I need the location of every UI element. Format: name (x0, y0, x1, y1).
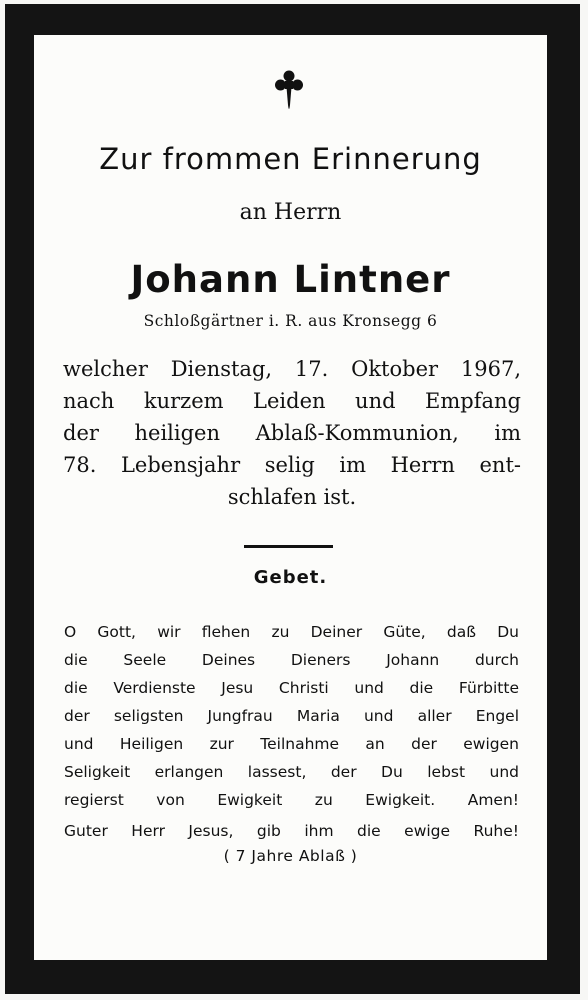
divider-rule (244, 545, 333, 548)
occupation-line: Schloßgärtner i. R. aus Kronsegg 6 (143, 312, 438, 330)
prayer-line: die Seele Deines Dieners Johann durch (64, 651, 519, 669)
announcement-line: schlafen ist. (227, 485, 357, 509)
deceased-name: Johann Lintner (130, 258, 451, 301)
announcement-line: 78. Lebensjahr selig im Herrn ent- (63, 453, 521, 477)
prayer-line: und Heiligen zur Teilnahme an der ewigen (64, 735, 519, 753)
card-title: Zur frommen Erinnerung (99, 142, 482, 176)
cross-icon (274, 69, 304, 117)
prayer-line: die Verdienste Jesu Christi und die Fürbitte (64, 679, 519, 697)
prayer-line: Seligkeit erlangen lassest, der Du lebst und (64, 763, 519, 781)
announcement-line: der heiligen Ablaß-Kommunion, im (63, 421, 521, 445)
memorial-card (34, 35, 547, 960)
indulgence-note: ( 7 Jahre Ablaß ) (223, 847, 358, 865)
prayer-line: der seligsten Jungfrau Maria und aller Engel (64, 707, 519, 725)
closing-plea: Guter Herr Jesus, gib ihm die ewige Ruhe! (64, 822, 519, 840)
death-announcement (63, 353, 521, 513)
prayer-line: regierst von Ewigkeit zu Ewigkeit. Amen! (64, 791, 519, 809)
recipient-prefix: an Herrn (239, 200, 342, 225)
prayer-line: O Gott, wir flehen zu Deiner Güte, daß Du (64, 623, 519, 641)
announcement-line: nach kurzem Leiden und Empfang (63, 389, 521, 413)
prayer-text (64, 618, 519, 814)
prayer-heading: Gebet. (253, 567, 328, 588)
announcement-line: welcher Dienstag, 17. Oktober 1967, (63, 357, 521, 381)
